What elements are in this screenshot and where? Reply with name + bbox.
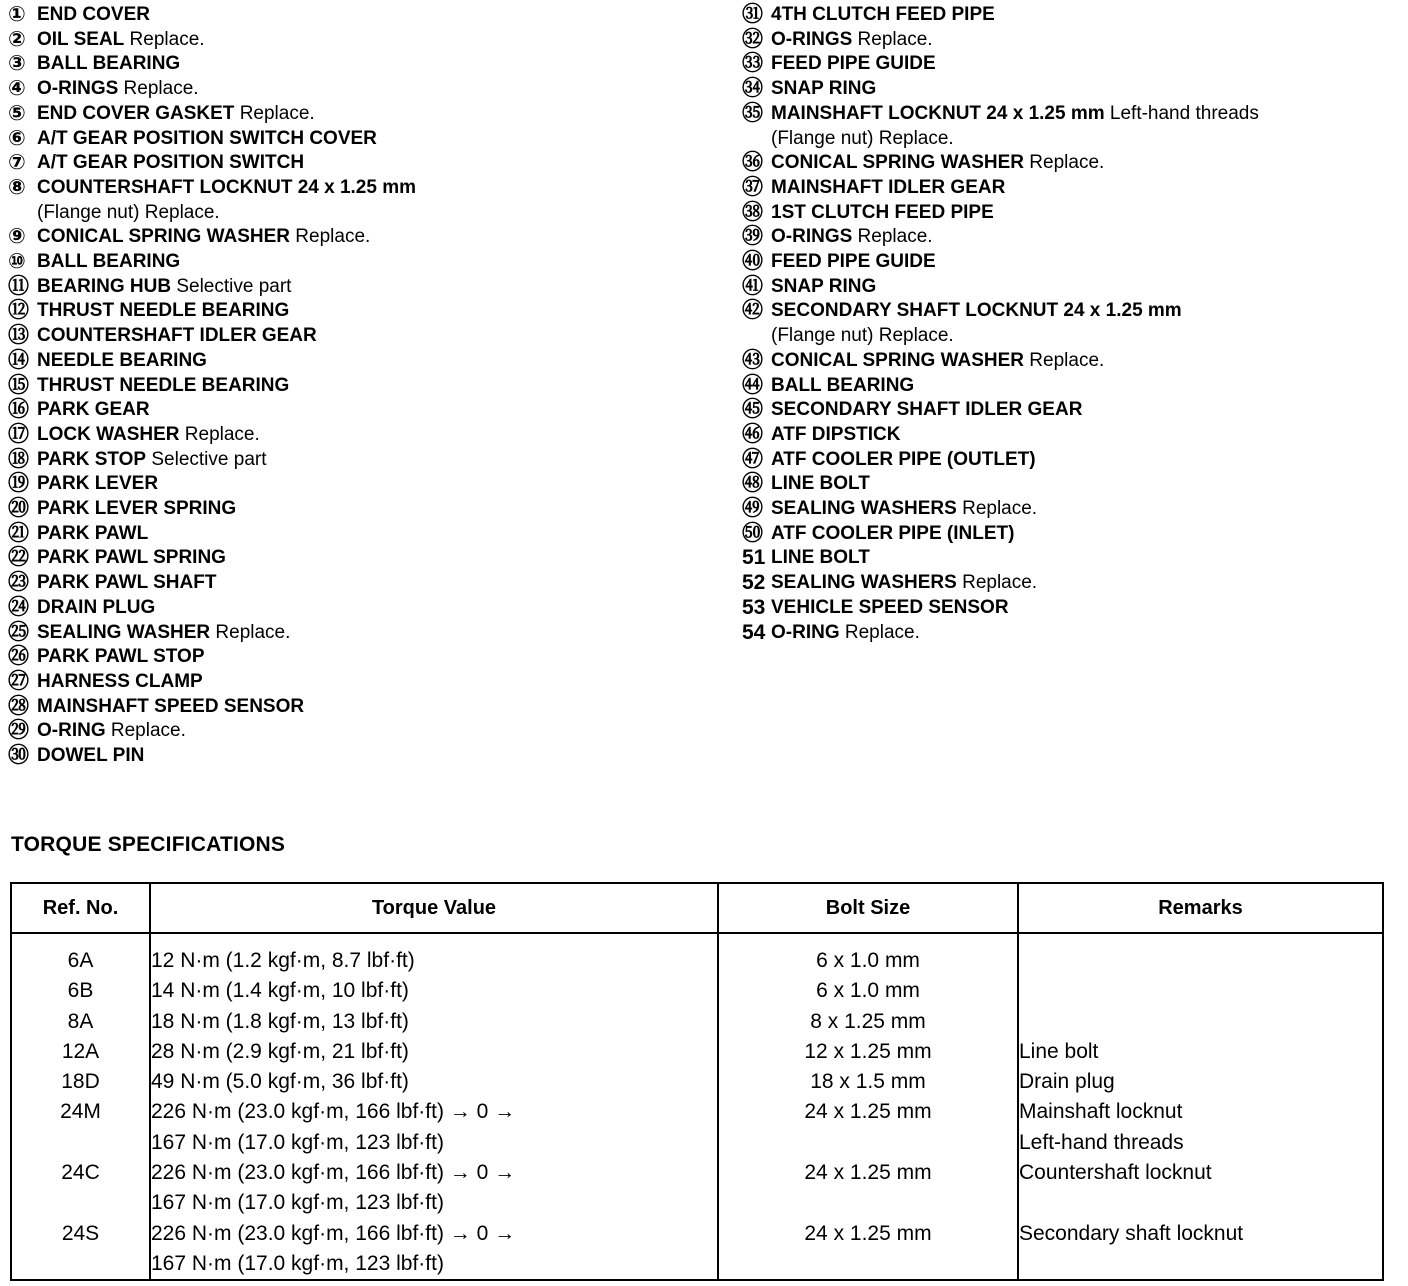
part-number: ㊵ [742,250,763,274]
part-item [8,151,708,176]
table-cell-line: 24M [60,1100,101,1124]
table-cell-line [1019,976,1382,1006]
table-cell-line: 6A [67,949,94,972]
table-cell-line: 18 x 1.5 mm [810,1070,926,1094]
part-number: 54 [742,620,766,644]
part-name: ATF DIPSTICK [771,423,901,445]
part-item [8,250,708,275]
part-number: ㊳ [742,200,763,224]
part-item [8,275,708,300]
table-cell-line [12,1128,149,1158]
part-item [742,398,1382,423]
part-item [8,374,708,399]
part-name: FEED PIPE GUIDE [771,53,936,75]
part-item [742,201,1382,226]
part-item [742,275,1382,300]
part-note: Replace. [234,102,315,124]
part-name: O-RING [771,621,840,643]
part-name: SEALING WASHERS [771,498,957,520]
part-name: SNAP RING [771,275,877,297]
part-item [742,546,1382,571]
part-item [8,225,708,250]
part-item [8,423,708,448]
part-number: ㉛ [742,3,763,26]
part-number: ⑥ [8,126,26,150]
table-cell-line: 24 x 1.25 mm [804,1221,932,1245]
table-header-row [11,883,1383,933]
table-cell-line [1019,1249,1382,1279]
part-name: PARK LEVER [37,473,159,495]
part-name: A/T GEAR POSITION SWITCH COVER [37,127,377,149]
part-note: Left-hand threads [1104,102,1259,124]
part-item [8,176,708,201]
part-note: Replace. [179,423,260,445]
part-item [8,398,708,423]
part-item [742,374,1382,399]
part-name: NEEDLE BEARING [37,349,207,371]
part-name: THRUST NEEDLE BEARING [37,300,290,322]
part-item [742,28,1382,53]
part-number: ⑪ [8,274,29,298]
part-number: ⑤ [8,101,26,125]
part-item [742,151,1382,176]
column-header-torque-value: Torque Value [150,883,718,933]
part-note: Replace. [852,28,933,50]
part-number: ㊹ [742,373,763,397]
part-item [742,299,1382,324]
table-cell-line: 226 N·m (23.0 kgf·m, 166 lbf·ft) → 0 → [151,1161,516,1185]
part-name: O-RING [37,720,106,742]
part-name: PARK LEVER SPRING [37,498,237,520]
part-number: ⑲ [8,472,29,496]
table-cell-line: 8 x 1.25 mm [810,1009,926,1033]
part-item [742,448,1382,473]
part-number: ⑮ [8,373,29,397]
part-item [8,645,708,670]
table-cell-line: 28 N·m (2.9 kgf·m, 21 lbf·ft) [151,1039,409,1063]
part-name: SEALING WASHER [37,621,211,643]
table-cell-line [719,1188,1017,1218]
part-note: Selective part [146,448,267,470]
part-note: Replace. [852,226,933,248]
part-name: SECONDARY SHAFT IDLER GEAR [771,399,1083,421]
part-number: ㊽ [742,472,763,496]
table-cell-line: 6B [67,979,94,1003]
part-note: Replace. [124,28,205,50]
table-cell-line: Secondary shaft locknut [1019,1221,1244,1245]
table-cell-line [12,1249,149,1279]
part-number: ㉗ [8,669,29,693]
part-item [8,102,708,127]
part-item [8,670,708,695]
part-item [8,77,708,102]
part-name: SECONDARY SHAFT LOCKNUT 24 x 1.25 mm [771,300,1182,322]
part-number: ⑯ [8,398,29,422]
part-number: ㉙ [8,719,29,743]
ref-no-column [11,933,150,1280]
table-cell-line: 226 N·m (23.0 kgf·m, 166 lbf·ft) → 0 → [151,1221,516,1245]
table-cell-line: Mainshaft locknut [1019,1100,1183,1124]
torque-specifications-title: TORQUE SPECIFICATIONS [11,833,286,856]
bolt-size-column [718,933,1018,1280]
part-number: ㊶ [742,274,763,298]
part-name: CONICAL SPRING WASHER [37,226,291,248]
table-cell-line: 49 N·m (5.0 kgf·m, 36 lbf·ft) [151,1070,409,1094]
part-item [742,522,1382,547]
part-item [8,522,708,547]
table-cell-line [1019,1188,1382,1218]
part-number: ㉚ [8,744,29,768]
part-name: DOWEL PIN [37,745,145,767]
table-cell-line: 226 N·m (23.0 kgf·m, 166 lbf·ft) → 0 → [151,1100,516,1124]
part-item [742,497,1382,522]
table-cell-line: 6 x 1.0 mm [816,949,920,972]
part-item [8,349,708,374]
part-number: ㊾ [742,497,763,521]
part-name: LINE BOLT [771,473,870,495]
part-number: ⑫ [8,299,29,323]
part-item [742,176,1382,201]
part-item [742,621,1382,646]
part-number: ① [8,3,26,26]
part-number: ㉜ [742,27,763,51]
part-item [742,77,1382,102]
part-note: Replace. [1024,349,1105,371]
part-item [8,719,708,744]
part-number: ㊱ [742,151,763,175]
part-item [8,448,708,473]
part-name: PARK STOP [37,448,147,470]
part-name: OIL SEAL [37,28,125,50]
table-body-row [11,933,1383,1280]
part-name: FEED PIPE GUIDE [771,251,936,273]
table-cell-line: 14 N·m (1.4 kgf·m, 10 lbf·ft) [151,979,409,1003]
part-name: 4TH CLUTCH FEED PIPE [771,4,995,25]
table-cell-line [1019,1007,1382,1037]
table-cell-line: 6 x 1.0 mm [816,979,920,1003]
part-name: PARK PAWL STOP [37,646,205,668]
part-item [8,695,708,720]
part-number: ⑩ [8,250,26,274]
part-number: 53 [742,595,766,619]
table-cell-line [719,1128,1017,1158]
table-cell-line: 24 x 1.25 mm [804,1100,932,1124]
part-item [742,3,1382,28]
part-item [8,127,708,152]
part-item [8,546,708,571]
table-cell-line: 18D [61,1070,100,1094]
part-number: ㊻ [742,422,763,446]
part-number: ㉞ [742,77,763,101]
part-item [742,571,1382,596]
part-number: ㊸ [742,348,763,372]
part-item [8,52,708,77]
part-item [8,299,708,324]
part-number: ㉓ [8,571,29,595]
table-cell-line: Line bolt [1019,1039,1099,1063]
part-note: Replace. [118,78,199,100]
part-name: MAINSHAFT SPEED SENSOR [37,695,305,717]
table-cell-line [1019,946,1382,976]
part-number: ⑰ [8,422,29,446]
part-number: ⑬ [8,324,29,348]
parts-list-left [8,3,708,769]
part-name: LOCK WASHER [37,423,180,445]
part-name: MAINSHAFT LOCKNUT 24 x 1.25 mm [771,102,1105,124]
part-name: LINE BOLT [771,547,870,569]
part-name: PARK PAWL [37,522,149,544]
table-cell-line: Left-hand threads [1019,1130,1184,1154]
part-name: PARK PAWL SHAFT [37,572,217,594]
part-name: END COVER GASKET [37,102,235,124]
part-name: O-RINGS [37,78,119,100]
table-cell-line: 8A [67,1009,94,1033]
part-name: ATF COOLER PIPE (INLET) [771,522,1015,544]
table-cell-line: 24 x 1.25 mm [804,1161,932,1185]
part-name: BALL BEARING [37,251,181,273]
remarks-column [1018,933,1383,1280]
part-note: (Flange nut) Replace. [37,201,220,223]
part-note: Replace. [839,621,920,643]
part-item [8,571,708,596]
table-cell-line: 167 N·m (17.0 kgf·m, 123 lbf·ft) [151,1191,444,1215]
part-number: ㉝ [742,52,763,76]
part-number: ⑨ [8,225,26,249]
part-item [742,127,1382,152]
part-note: Replace. [956,498,1038,520]
torque-specifications-table [10,882,1384,1281]
part-item [8,472,708,497]
part-name: VEHICLE SPEED SENSOR [771,596,1009,618]
part-name: CONICAL SPRING WASHER [771,152,1025,174]
part-item [8,744,708,769]
part-name: SEALING WASHERS [771,572,957,594]
part-name: COUNTERSHAFT LOCKNUT 24 x 1.25 mm [37,176,417,198]
table-cell-line: Countershaft locknut [1019,1161,1212,1185]
part-number: ④ [8,77,26,101]
part-number: ㊿ [742,521,763,545]
part-note: Selective part [171,275,292,297]
part-number: ㉔ [8,595,29,619]
part-note: Replace. [1024,152,1105,174]
parts-list-right [742,3,1382,645]
part-item [742,324,1382,349]
part-number: 51 [742,546,766,570]
part-number: 52 [742,571,766,595]
table-cell-line: 12 x 1.25 mm [804,1039,932,1063]
part-name: PARK GEAR [37,399,150,421]
part-name: O-RINGS [771,226,853,248]
table-cell-line: 12 N·m (1.2 kgf·m, 8.7 lbf·ft) [151,949,415,972]
part-item [8,324,708,349]
part-number: ㉕ [8,620,29,644]
column-header-remarks: Remarks [1018,883,1383,933]
part-number: ㉖ [8,645,29,669]
part-note: (Flange nut) Replace. [771,325,954,347]
part-item [8,28,708,53]
part-number: ㊲ [742,175,763,199]
part-item [742,349,1382,374]
table-cell-line: Drain plug [1019,1070,1115,1094]
table-cell-line: 18 N·m (1.8 kgf·m, 13 lbf·ft) [151,1009,409,1033]
part-name: THRUST NEEDLE BEARING [37,374,290,396]
part-item [742,225,1382,250]
part-number: ㉘ [8,694,29,718]
part-note: Replace. [210,621,291,643]
part-number: ⑭ [8,348,29,372]
part-name: ATF COOLER PIPE (OUTLET) [771,448,1036,470]
part-number: ③ [8,52,26,76]
torque-value-column [150,933,718,1280]
part-name: BALL BEARING [771,374,915,396]
part-item [742,52,1382,77]
part-number: ㊼ [742,447,763,471]
part-item [742,472,1382,497]
part-item [742,250,1382,275]
table-cell-line [12,1188,149,1218]
part-item [8,3,708,28]
part-item [742,102,1382,127]
table-cell-line: 24C [61,1161,100,1185]
part-name: CONICAL SPRING WASHER [771,349,1025,371]
part-number: ② [8,27,26,51]
part-name: END COVER [37,4,150,25]
part-number: ㉑ [8,521,29,545]
table-cell-line [719,1249,1017,1279]
part-item [742,596,1382,621]
part-name: COUNTERSHAFT IDLER GEAR [37,325,317,347]
part-note: Replace. [956,572,1038,594]
part-name: PARK PAWL SPRING [37,547,226,569]
part-name: 1ST CLUTCH FEED PIPE [771,201,994,223]
table-cell-line: 12A [61,1039,100,1063]
part-number: ㊺ [742,398,763,422]
column-header-bolt-size: Bolt Size [718,883,1018,933]
table-cell-line: 24S [61,1221,100,1245]
table-cell-line: 167 N·m (17.0 kgf·m, 123 lbf·ft) [151,1130,444,1154]
part-name: DRAIN PLUG [37,596,156,618]
part-number: ⑦ [8,151,26,175]
part-name: A/T GEAR POSITION SWITCH [37,152,305,174]
part-name: O-RINGS [771,28,853,50]
part-name: MAINSHAFT IDLER GEAR [771,176,1006,198]
part-note: (Flange nut) Replace. [771,127,954,149]
part-number: ⑧ [8,175,26,199]
part-number: ㊷ [742,299,763,323]
table-cell-line: 167 N·m (17.0 kgf·m, 123 lbf·ft) [151,1251,444,1275]
part-name: BALL BEARING [37,53,181,75]
part-name: BEARING HUB [37,275,172,297]
part-item [8,596,708,621]
part-number: ⑱ [8,447,29,471]
part-note: Replace. [105,720,186,742]
part-name: HARNESS CLAMP [37,670,203,692]
part-item [742,423,1382,448]
part-item [8,497,708,522]
column-header-ref-no: Ref. No. [11,883,150,933]
part-number: ㉟ [742,101,763,125]
part-item [8,621,708,646]
part-name: SNAP RING [771,78,877,100]
part-number: ㊴ [742,225,763,249]
part-number: ⑳ [8,497,29,521]
part-note: Replace. [290,226,371,248]
part-number: ㉒ [8,546,29,570]
part-item [8,201,708,226]
